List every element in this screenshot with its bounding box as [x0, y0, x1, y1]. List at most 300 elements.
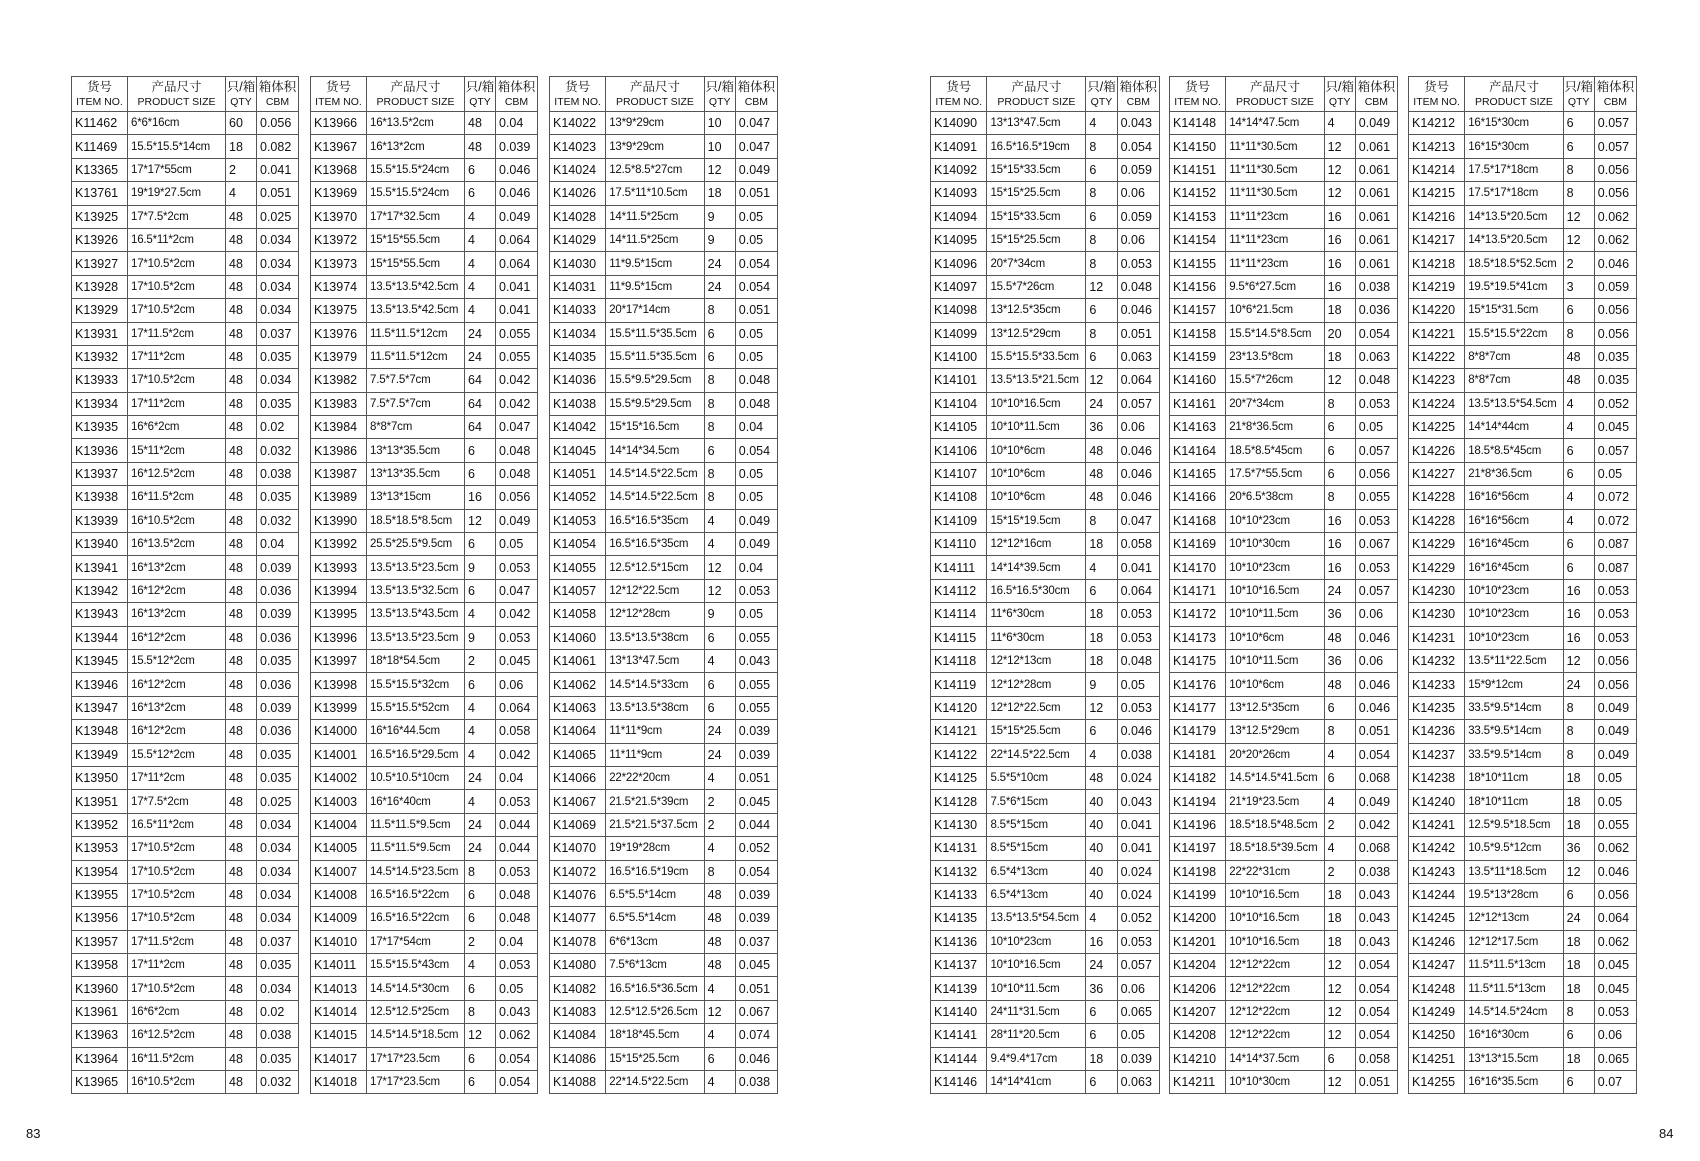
qty-cell: 2 — [465, 649, 496, 672]
cbm-cell: 0.06 — [496, 673, 538, 696]
product-size-cell: 13*13*35.5cm — [367, 439, 465, 462]
cbm-cell: 0.064 — [496, 228, 538, 251]
item-number-cell: K14036 — [550, 369, 606, 392]
table-row — [550, 228, 778, 251]
qty-cell: 48 — [226, 720, 257, 743]
item-number-cell: K13954 — [72, 860, 128, 883]
product-size-cell: 18.5*18.5*52.5cm — [1465, 252, 1563, 275]
table-row — [1170, 345, 1398, 368]
product-size-cell: 8*8*7cm — [367, 416, 465, 439]
table-row — [1409, 954, 1637, 977]
product-size-cell: 13.5*13.5*42.5cm — [367, 299, 465, 322]
table-row — [550, 626, 778, 649]
cbm-cell: 0.042 — [496, 743, 538, 766]
qty-cell: 6 — [1563, 556, 1594, 579]
qty-cell: 48 — [704, 954, 735, 977]
product-size-cell: 16.5*16.5*19cm — [606, 860, 704, 883]
cbm-cell: 0.039 — [496, 135, 538, 158]
header-label-cn: 产品尺寸 — [151, 79, 202, 94]
qty-cell: 64 — [465, 369, 496, 392]
cbm-cell: 0.087 — [1594, 556, 1636, 579]
qty-cell: 6 — [1086, 1071, 1117, 1094]
header-label-cn: 货号 — [1424, 79, 1450, 94]
header-label-cn: 箱体积 — [1119, 79, 1158, 94]
qty-cell: 48 — [226, 954, 257, 977]
product-size-cell: 16.5*16.5*36.5cm — [606, 977, 704, 1000]
table-row — [931, 860, 1160, 883]
qty-cell: 8 — [1563, 1000, 1594, 1023]
qty-cell: 48 — [704, 930, 735, 953]
item-number-cell: K14132 — [931, 860, 987, 883]
qty-cell: 4 — [1563, 509, 1594, 532]
item-number-cell: K13947 — [72, 696, 128, 719]
item-number-cell: K14240 — [1409, 790, 1465, 813]
qty-cell: 6 — [1563, 883, 1594, 906]
header-label-en: ITEM NO. — [76, 95, 123, 108]
product-size-cell: 13*13*15.5cm — [1465, 1047, 1563, 1070]
table-row — [72, 603, 299, 626]
table-row — [931, 345, 1160, 368]
product-size-cell: 7.5*7.5*7cm — [367, 392, 465, 415]
product-size-cell: 17*17*32.5cm — [367, 205, 465, 228]
table-row — [311, 369, 538, 392]
product-size-cell: 11*11*30.5cm — [1226, 182, 1324, 205]
table-row — [72, 930, 299, 953]
cbm-cell: 0.041 — [496, 299, 538, 322]
table-row — [1409, 299, 1637, 322]
header-label-en: QTY — [1567, 95, 1590, 108]
product-table-4 — [930, 76, 1160, 1094]
cbm-cell: 0.034 — [257, 883, 299, 906]
table-row — [550, 743, 778, 766]
product-size-cell: 16*11.5*2cm — [128, 486, 226, 509]
qty-cell: 6 — [1324, 766, 1355, 789]
item-number-cell: K13969 — [311, 182, 367, 205]
cbm-cell: 0.046 — [1594, 252, 1636, 275]
header-label-en: PRODUCT SIZE — [376, 95, 455, 108]
item-number-cell: K14176 — [1170, 673, 1226, 696]
qty-cell: 6 — [1086, 720, 1117, 743]
qty-cell: 12 — [704, 556, 735, 579]
product-size-cell: 13.5*11*18.5cm — [1465, 860, 1563, 883]
cbm-cell: 0.048 — [1355, 369, 1397, 392]
qty-cell: 24 — [465, 837, 496, 860]
cbm-cell: 0.057 — [1594, 439, 1636, 462]
product-size-cell: 19.5*19.5*41cm — [1465, 275, 1563, 298]
qty-cell: 48 — [1086, 462, 1117, 485]
cbm-cell: 0.062 — [496, 1024, 538, 1047]
cbm-cell: 0.04 — [496, 766, 538, 789]
cbm-cell: 0.068 — [1355, 766, 1397, 789]
header-label-en: ITEM NO. — [1413, 95, 1460, 108]
table-row — [311, 439, 538, 462]
item-number-cell: K14086 — [550, 1047, 606, 1070]
product-size-cell: 22*14.5*22.5cm — [606, 1071, 704, 1094]
item-number-cell: K14078 — [550, 930, 606, 953]
table-row — [1409, 603, 1637, 626]
product-size-cell: 20*7*34cm — [987, 252, 1086, 275]
qty-cell: 18 — [1324, 930, 1355, 953]
table-row — [1409, 439, 1637, 462]
product-size-cell: 24*11*31.5cm — [987, 1000, 1086, 1023]
table-row — [550, 345, 778, 368]
product-size-cell: 15.5*11.5*35.5cm — [606, 322, 704, 345]
cbm-cell: 0.048 — [496, 883, 538, 906]
product-size-cell: 11*6*30cm — [987, 603, 1086, 626]
table-row — [1170, 392, 1398, 415]
item-number-cell: K14194 — [1170, 790, 1226, 813]
qty-cell: 12 — [1563, 860, 1594, 883]
item-number-cell: K14244 — [1409, 883, 1465, 906]
qty-cell: 8 — [1086, 135, 1117, 158]
table-row — [311, 696, 538, 719]
item-number-cell: K14052 — [550, 486, 606, 509]
cbm-cell: 0.054 — [1355, 322, 1397, 345]
cbm-cell: 0.056 — [1594, 158, 1636, 181]
qty-cell: 18 — [1086, 649, 1117, 672]
item-number-cell: K14136 — [931, 930, 987, 953]
item-number-cell: K14248 — [1409, 977, 1465, 1000]
table-row — [311, 813, 538, 836]
product-size-cell: 8.5*5*15cm — [987, 837, 1086, 860]
item-number-cell: K14099 — [931, 322, 987, 345]
item-number-cell: K13958 — [72, 954, 128, 977]
table-row — [311, 299, 538, 322]
qty-cell: 24 — [1086, 954, 1117, 977]
item-number-cell: K13942 — [72, 579, 128, 602]
table-row — [72, 369, 299, 392]
qty-cell: 6 — [465, 439, 496, 462]
product-size-cell: 12*12*22cm — [1226, 954, 1324, 977]
item-number-cell: K14230 — [1409, 579, 1465, 602]
product-size-cell: 14.5*14.5*22.5cm — [606, 462, 704, 485]
item-number-cell: K14246 — [1409, 930, 1465, 953]
qty-cell: 9 — [465, 626, 496, 649]
item-number-cell: K14219 — [1409, 275, 1465, 298]
qty-cell: 48 — [1563, 345, 1594, 368]
cbm-cell: 0.035 — [257, 649, 299, 672]
header-label-cn: 货号 — [325, 79, 351, 94]
qty-cell: 6 — [1324, 416, 1355, 439]
cbm-cell: 0.024 — [1117, 766, 1159, 789]
qty-cell: 12 — [1563, 228, 1594, 251]
cbm-cell: 0.051 — [257, 182, 299, 205]
table-row — [931, 322, 1160, 345]
cbm-cell: 0.041 — [1117, 837, 1159, 860]
cbm-cell: 0.062 — [1594, 837, 1636, 860]
qty-cell: 12 — [1086, 369, 1117, 392]
table-row — [1170, 1071, 1398, 1094]
product-size-cell: 7.5*6*13cm — [606, 954, 704, 977]
cbm-cell: 0.054 — [1355, 1024, 1397, 1047]
cbm-cell: 0.049 — [735, 158, 777, 181]
table-row — [550, 556, 778, 579]
qty-cell: 4 — [465, 252, 496, 275]
item-number-cell: K13993 — [311, 556, 367, 579]
table-row — [931, 299, 1160, 322]
table-row — [931, 743, 1160, 766]
qty-cell: 12 — [1324, 135, 1355, 158]
item-number-cell: K14152 — [1170, 182, 1226, 205]
cbm-cell: 0.047 — [735, 112, 777, 135]
header-label-en: QTY — [1328, 95, 1351, 108]
cbm-cell: 0.053 — [1355, 556, 1397, 579]
cbm-cell: 0.056 — [1594, 182, 1636, 205]
qty-cell: 6 — [1563, 299, 1594, 322]
qty-cell: 48 — [226, 369, 257, 392]
product-size-cell: 14.5*14.5*23.5cm — [367, 860, 465, 883]
product-size-cell: 8.5*5*15cm — [987, 813, 1086, 836]
item-number-cell: K14007 — [311, 860, 367, 883]
item-number-cell: K14224 — [1409, 392, 1465, 415]
qty-cell: 6 — [1086, 205, 1117, 228]
table-row — [931, 416, 1160, 439]
product-size-cell: 15.5*14.5*8.5cm — [1226, 322, 1324, 345]
item-number-cell: K13938 — [72, 486, 128, 509]
table-row — [550, 696, 778, 719]
product-size-cell: 23*13.5*8cm — [1226, 345, 1324, 368]
table-row — [1409, 743, 1637, 766]
product-size-cell: 17*11*2cm — [128, 345, 226, 368]
table-row — [1170, 977, 1398, 1000]
cbm-cell: 0.054 — [735, 860, 777, 883]
qty-cell: 24 — [465, 813, 496, 836]
product-size-cell: 17*10.5*2cm — [128, 860, 226, 883]
item-number-cell: K14114 — [931, 603, 987, 626]
product-size-header — [1465, 77, 1563, 112]
cbm-cell: 0.04 — [257, 533, 299, 556]
product-size-cell: 14.5*14.5*22.5cm — [606, 486, 704, 509]
table-row — [931, 135, 1160, 158]
product-size-cell: 5.5*5*10cm — [987, 766, 1086, 789]
cbm-cell: 0.047 — [496, 416, 538, 439]
table-row — [550, 603, 778, 626]
cbm-cell: 0.039 — [735, 907, 777, 930]
qty-cell: 24 — [465, 322, 496, 345]
item-number-cell: K13966 — [311, 112, 367, 135]
product-size-cell: 13*9*29cm — [606, 112, 704, 135]
qty-cell: 3 — [1563, 275, 1594, 298]
item-number-cell: K14118 — [931, 649, 987, 672]
product-size-cell: 17*10.5*2cm — [128, 883, 226, 906]
table-row — [931, 977, 1160, 1000]
item-number-cell: K14157 — [1170, 299, 1226, 322]
product-size-cell: 12*12*22.5cm — [606, 579, 704, 602]
table-row — [1409, 486, 1637, 509]
table-row — [550, 954, 778, 977]
product-size-cell: 11*11*23cm — [1226, 252, 1324, 275]
table-row — [1409, 673, 1637, 696]
table-row — [931, 649, 1160, 672]
item-number-cell: K14218 — [1409, 252, 1465, 275]
qty-cell: 16 — [1563, 626, 1594, 649]
table-row — [1409, 883, 1637, 906]
cbm-cell: 0.055 — [1594, 813, 1636, 836]
qty-cell: 6 — [1563, 533, 1594, 556]
product-size-cell: 16*10.5*2cm — [128, 1071, 226, 1094]
table-row — [311, 790, 538, 813]
table-row — [72, 392, 299, 415]
qty-cell: 4 — [465, 299, 496, 322]
cbm-cell: 0.038 — [1117, 743, 1159, 766]
table-row — [1170, 416, 1398, 439]
table-row — [311, 954, 538, 977]
product-size-cell: 15*15*55.5cm — [367, 228, 465, 251]
qty-cell: 6 — [465, 1071, 496, 1094]
product-size-cell: 13.5*13.5*38cm — [606, 626, 704, 649]
qty-cell: 40 — [1086, 860, 1117, 883]
qty-cell: 4 — [465, 603, 496, 626]
item-number-cell: K13928 — [72, 275, 128, 298]
table-row — [1170, 626, 1398, 649]
qty-cell: 8 — [1563, 720, 1594, 743]
table-row — [311, 509, 538, 532]
item-number-cell: K14200 — [1170, 907, 1226, 930]
cbm-cell: 0.036 — [257, 626, 299, 649]
cbm-cell: 0.039 — [735, 720, 777, 743]
table-row — [550, 579, 778, 602]
table-row — [931, 182, 1160, 205]
table-row — [1409, 790, 1637, 813]
item-number-cell: K13960 — [72, 977, 128, 1000]
table-row — [311, 720, 538, 743]
table-row — [1170, 673, 1398, 696]
product-size-cell: 16.5*16.5*29.5cm — [367, 743, 465, 766]
cbm-cell: 0.037 — [257, 930, 299, 953]
item-number-cell: K14094 — [931, 205, 987, 228]
table-row — [72, 252, 299, 275]
table-row — [550, 299, 778, 322]
cbm-cell: 0.054 — [496, 1047, 538, 1070]
item-number-cell: K14028 — [550, 205, 606, 228]
item-number-cell: K14171 — [1170, 579, 1226, 602]
product-size-cell: 20*17*14cm — [606, 299, 704, 322]
table-row — [72, 860, 299, 883]
qty-cell: 40 — [1086, 813, 1117, 836]
product-size-cell: 13.5*13.5*42.5cm — [367, 275, 465, 298]
table-row — [72, 533, 299, 556]
cbm-cell: 0.047 — [496, 579, 538, 602]
cbm-cell: 0.053 — [1117, 603, 1159, 626]
table-row — [311, 860, 538, 883]
qty-header — [704, 77, 735, 112]
product-size-cell: 17*10.5*2cm — [128, 252, 226, 275]
table-row — [1170, 533, 1398, 556]
cbm-cell: 0.063 — [1355, 345, 1397, 368]
qty-cell: 48 — [226, 345, 257, 368]
table-row — [72, 579, 299, 602]
qty-cell: 6 — [465, 907, 496, 930]
qty-cell: 48 — [226, 322, 257, 345]
qty-cell: 9 — [704, 228, 735, 251]
item-number-cell: K13931 — [72, 322, 128, 345]
table-row — [1409, 930, 1637, 953]
product-size-cell: 16.5*16.5*35cm — [606, 509, 704, 532]
item-number-cell: K13979 — [311, 345, 367, 368]
product-size-cell: 16*15*30cm — [1465, 135, 1563, 158]
product-size-cell: 12*12*22cm — [1226, 1024, 1324, 1047]
table-row — [931, 228, 1160, 251]
item-number-cell: K14010 — [311, 930, 367, 953]
product-size-cell: 28*11*20.5cm — [987, 1024, 1086, 1047]
table-row — [550, 883, 778, 906]
cbm-cell: 0.055 — [735, 673, 777, 696]
table-header-row — [550, 77, 778, 112]
item-number-cell: K14155 — [1170, 252, 1226, 275]
table-row — [1170, 930, 1398, 953]
table-row — [72, 790, 299, 813]
cbm-cell: 0.06 — [1117, 977, 1159, 1000]
cbm-cell: 0.02 — [257, 416, 299, 439]
cbm-cell: 0.038 — [257, 462, 299, 485]
product-size-cell: 16*16*40cm — [367, 790, 465, 813]
cbm-cell: 0.051 — [735, 299, 777, 322]
qty-cell: 4 — [1086, 112, 1117, 135]
item-number-cell: K14053 — [550, 509, 606, 532]
cbm-cell: 0.039 — [257, 603, 299, 626]
cbm-cell: 0.054 — [1355, 1000, 1397, 1023]
product-size-cell: 13.5*13.5*54.5cm — [987, 907, 1086, 930]
cbm-cell: 0.035 — [257, 392, 299, 415]
product-table-5 — [1169, 76, 1398, 1094]
table-row — [311, 392, 538, 415]
item-number-cell: K14229 — [1409, 533, 1465, 556]
qty-cell: 48 — [226, 1047, 257, 1070]
cbm-cell: 0.055 — [735, 626, 777, 649]
item-number-cell: K13937 — [72, 462, 128, 485]
product-size-cell: 10*10*23cm — [987, 930, 1086, 953]
cbm-cell: 0.045 — [1594, 954, 1636, 977]
item-number-cell: K13948 — [72, 720, 128, 743]
qty-cell: 60 — [226, 112, 257, 135]
product-size-cell: 10*10*23cm — [1465, 603, 1563, 626]
table-row — [1170, 509, 1398, 532]
product-size-cell: 13*12.5*35cm — [1226, 696, 1324, 719]
cbm-cell: 0.057 — [1355, 439, 1397, 462]
table-row — [1409, 158, 1637, 181]
qty-cell: 48 — [226, 509, 257, 532]
qty-cell: 4 — [704, 649, 735, 672]
cbm-cell: 0.038 — [1355, 275, 1397, 298]
table-row — [1409, 322, 1637, 345]
item-number-cell: K14231 — [1409, 626, 1465, 649]
product-size-cell: 13.5*13.5*54.5cm — [1465, 392, 1563, 415]
item-number-cell: K14095 — [931, 228, 987, 251]
cbm-cell: 0.034 — [257, 252, 299, 275]
table-row — [1409, 416, 1637, 439]
table-row — [550, 252, 778, 275]
header-label-cn: 只/箱 — [226, 79, 256, 94]
product-size-cell: 17*17*23.5cm — [367, 1071, 465, 1094]
product-size-cell: 13.5*13.5*23.5cm — [367, 626, 465, 649]
table-row — [550, 392, 778, 415]
cbm-cell: 0.036 — [257, 579, 299, 602]
qty-cell: 4 — [704, 977, 735, 1000]
product-size-cell: 17.5*17*18cm — [1465, 158, 1563, 181]
item-number-cell: K13761 — [72, 182, 128, 205]
qty-cell: 48 — [226, 486, 257, 509]
cbm-cell: 0.062 — [1594, 930, 1636, 953]
qty-cell: 36 — [1324, 649, 1355, 672]
product-size-cell: 15*15*19.5cm — [987, 509, 1086, 532]
product-size-cell: 12.5*12.5*26.5cm — [606, 1000, 704, 1023]
product-size-cell: 18*18*45.5cm — [606, 1024, 704, 1047]
cbm-cell: 0.035 — [257, 743, 299, 766]
item-number-cell: K14221 — [1409, 322, 1465, 345]
cbm-cell: 0.065 — [1594, 1047, 1636, 1070]
table-row — [1170, 252, 1398, 275]
cbm-cell: 0.046 — [1117, 462, 1159, 485]
